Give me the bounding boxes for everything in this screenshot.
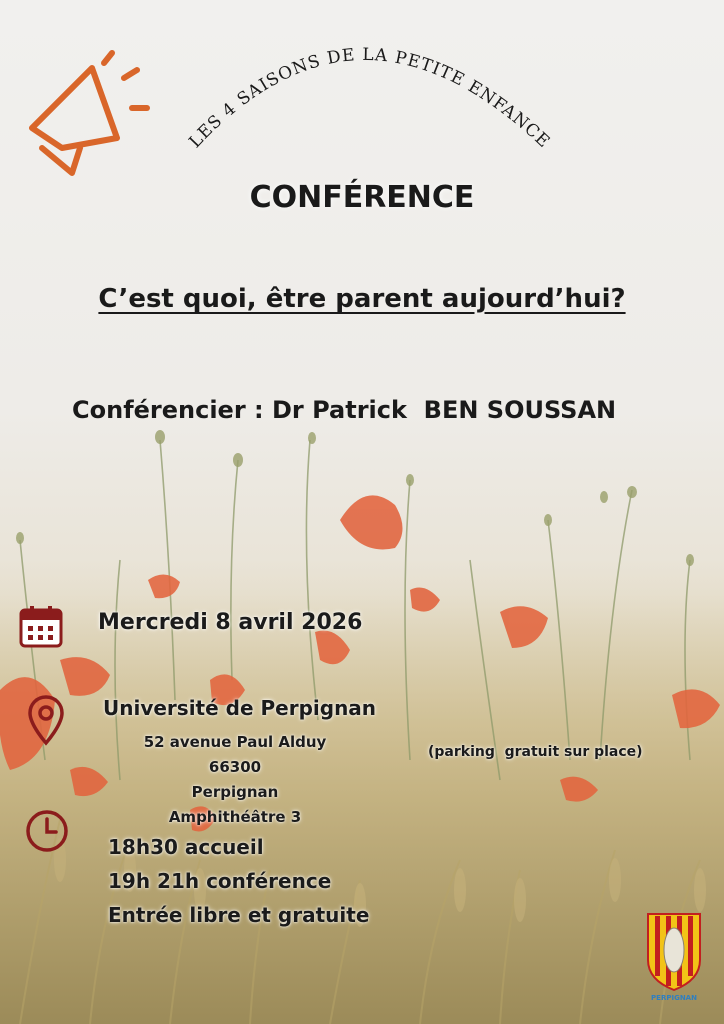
- logo-text: PERPIGNAN: [651, 994, 697, 1002]
- calendar-icon: [18, 604, 64, 650]
- schedule-item: 18h30 accueil: [108, 835, 264, 859]
- svg-text:LES 4 SAISONS DE LA PETITE ENF: [185, 45, 554, 152]
- address-line-1: 52 avenue Paul Alduy 66300: [143, 733, 327, 776]
- clock-icon: [24, 808, 70, 854]
- arched-title: [0, 0, 724, 180]
- speaker-name: Conférencier : Dr Patrick BEN SOUSSAN: [72, 396, 617, 424]
- location-pin-icon: [26, 694, 66, 746]
- venue-name: Université de Perpignan: [103, 696, 377, 720]
- room-name: Amphithéâtre 3: [168, 808, 302, 826]
- schedule-item: 19h 21h conférence: [108, 869, 332, 893]
- perpignan-crest-logo: [644, 910, 704, 1006]
- event-date: Mercredi 8 avril 2026: [98, 610, 363, 635]
- address-line-2: Perpignan: [191, 783, 279, 801]
- schedule-item: Entrée libre et gratuite: [108, 903, 370, 927]
- venue-address: [115, 730, 355, 830]
- arched-title-text: LES 4 SAISONS DE LA PETITE ENFANCE: [185, 44, 554, 153]
- page-title: CONFÉRENCE: [249, 180, 475, 215]
- parking-note: (parking gratuit sur place): [428, 744, 643, 760]
- conference-subtitle: C’est quoi, être parent aujourd’hui?: [98, 284, 626, 314]
- schedule-list: [108, 830, 369, 932]
